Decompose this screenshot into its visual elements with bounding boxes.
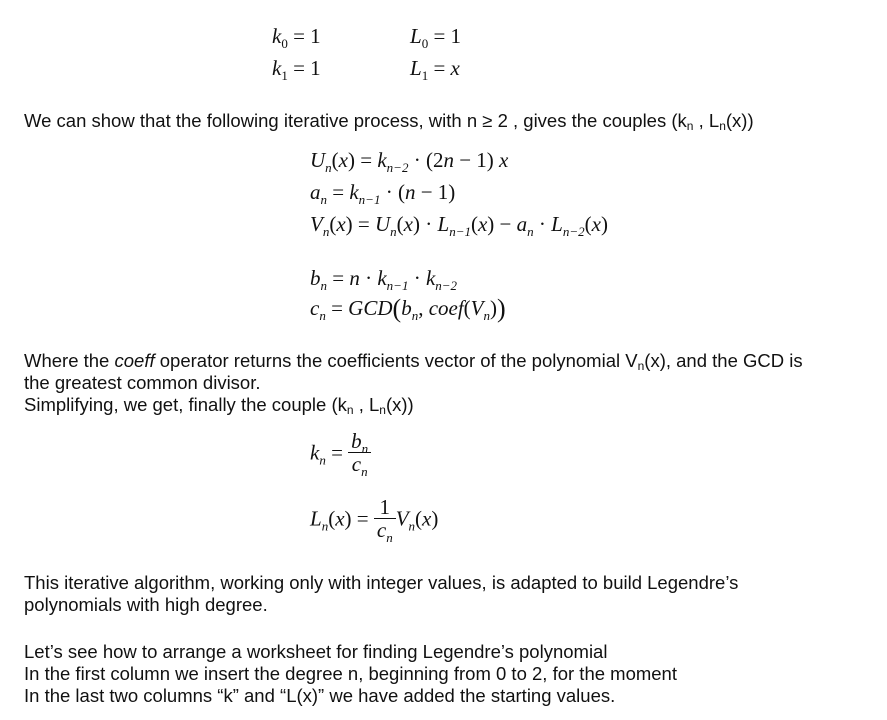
symbol-L: L <box>410 56 422 80</box>
fraction: $\frac{b_n}{c_n}$ <box>348 430 371 475</box>
symbol-L: L <box>410 24 422 48</box>
subscript: n <box>346 403 354 417</box>
text: Where the <box>24 350 115 371</box>
symbol-k: k <box>272 56 282 80</box>
formula-L0: $L_0 = 1$ <box>410 24 462 51</box>
subscript: n <box>686 119 694 133</box>
subscript: n <box>719 119 726 133</box>
value: x <box>450 56 460 80</box>
subscript: n <box>379 403 386 417</box>
formula-U: $U_n(x) = k_{n-2} \cdot (2n - 1)$ x <box>310 148 509 175</box>
paragraph-algorithm-note <box>24 572 738 616</box>
text: Let’s see how to arrange a worksheet for finding Legendre’s polynomial <box>24 641 608 662</box>
subscript: 0 <box>421 36 429 51</box>
subscript: 1 <box>281 68 288 83</box>
text: We can show that the following iterative process, with n ≥ 2 , gives the couples (k <box>24 110 687 131</box>
value: 1 <box>310 56 321 80</box>
formula-kn: $k_n$ = $\frac{b_n}{c_n}$ <box>310 432 371 477</box>
text: In the first column we insert the degree n, beginning from 0 to 2, for the moment <box>24 663 677 684</box>
text: , L <box>693 110 720 131</box>
subscript: n <box>637 359 645 373</box>
text: operator returns the coefficients vector of the polynomial V <box>154 350 638 371</box>
symbol-k: k <box>272 24 282 48</box>
text: polynomials with high degree. <box>24 594 268 615</box>
text: , L <box>353 394 380 415</box>
formula-k1: $k_1 = 1$ <box>272 56 321 83</box>
text: (x), and the GCD is <box>644 350 803 371</box>
value: 1 <box>450 24 462 48</box>
subscript: 0 <box>281 36 288 51</box>
formula-Ln: $L_n(x)$ = $\frac{1}{c_n}$ $V_n(x)$ <box>310 495 439 545</box>
formula-L1: $L_1 = x$ <box>410 56 460 83</box>
formula-c: $c_n = GCD(b_n$, $coef(V_n)$) <box>310 294 506 323</box>
text: the greatest common divisor. <box>24 372 261 393</box>
text: Simplifying, we get, finally the couple (k <box>24 394 347 415</box>
formula-V: $V_n(x) = U_n(x) \cdot L_{n-1}(x) - a_n \cdot L_{n-2}(x)$ <box>310 212 608 239</box>
text: (x)) <box>725 110 754 131</box>
text: In the last two columns “k” and “L(x)” we have added the starting values. <box>24 685 616 706</box>
paragraph-coeff-explanation <box>24 350 803 416</box>
subscript: 1 <box>421 68 429 83</box>
emphasis-coeff: coeff <box>114 350 155 371</box>
text: (x)) <box>385 394 414 415</box>
formula-b: $b_n = n \cdot k_{n-1} \cdot k_{n-2}$ <box>310 266 458 293</box>
value: 1 <box>310 24 321 48</box>
formula-a: $a_n = k_{n-1} \cdot (n - 1)$ <box>310 180 456 207</box>
fraction: $\frac{1}{c_n}$ <box>374 496 396 541</box>
paragraph-intro <box>24 110 754 132</box>
paragraph-worksheet <box>24 641 677 707</box>
text: This iterative algorithm, working only with integer values, is adapted to build Legendre’s <box>24 572 739 593</box>
formula-k0: $k_0 = 1$ <box>272 24 321 51</box>
